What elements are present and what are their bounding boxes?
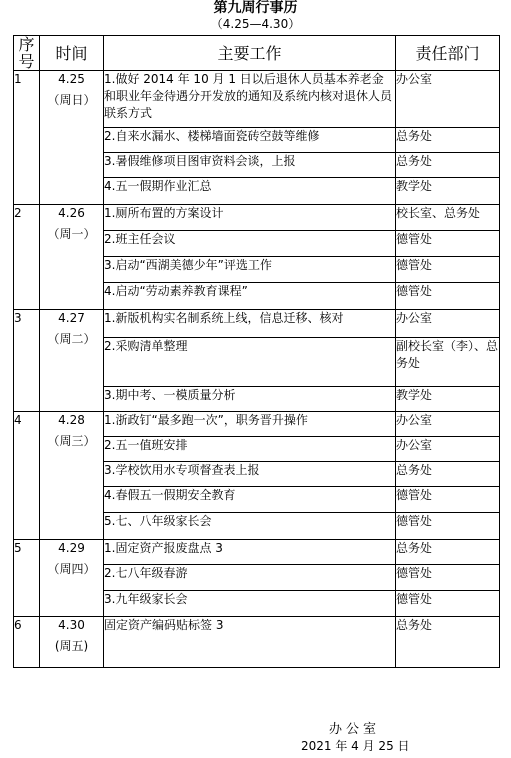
task-cell: 2.采购清单整理 bbox=[104, 338, 396, 387]
schedule-table bbox=[13, 35, 500, 668]
row-number: 3 bbox=[14, 310, 40, 412]
date-value: 4.28 bbox=[58, 413, 85, 427]
dept-cell: 总务处 bbox=[396, 153, 500, 178]
task-cell: 1.厕所布置的方案设计 bbox=[104, 205, 396, 231]
dept-cell: 德管处 bbox=[396, 231, 500, 257]
task-cell: 5.七、八年级家长会 bbox=[104, 513, 396, 540]
dept-cell: 德管处 bbox=[396, 283, 500, 310]
task-cell: 1.新版机构实名制系统上线，信息迁移、核对 bbox=[104, 310, 396, 338]
table-row bbox=[14, 310, 500, 338]
task-cell: 4.五一假期作业汇总 bbox=[104, 178, 396, 205]
task-cell: 3.启动“西湖美德少年”评选工作 bbox=[104, 257, 396, 283]
task-cell: 1.做好 2014 年 10 月 1 日以后退休人员基本养老金和职业年金待遇分开发放的通知及系统内核对退休人员联系方式 bbox=[104, 71, 396, 128]
task-cell: 3.九年级家长会 bbox=[104, 591, 396, 617]
footer-date: 2021 年 4 月 25 日 bbox=[301, 739, 410, 753]
document-title: 第九周行事历 bbox=[213, 0, 298, 16]
dept-cell: 办公室 bbox=[396, 412, 500, 437]
row-number: 2 bbox=[14, 205, 40, 310]
dept-cell: 德管处 bbox=[396, 591, 500, 617]
date-value: 4.25 bbox=[58, 72, 85, 86]
task-cell: 3.期中考、一模质量分析 bbox=[104, 387, 396, 412]
task-cell: 2.班主任会议 bbox=[104, 231, 396, 257]
date-cell bbox=[40, 310, 104, 412]
weekday-value: （周一） bbox=[47, 227, 96, 241]
dept-cell: 德管处 bbox=[396, 487, 500, 513]
dept-cell: 德管处 bbox=[396, 565, 500, 591]
task-cell: 1.固定资产报废盘点 3 bbox=[104, 540, 396, 565]
row-number: 4 bbox=[14, 412, 40, 540]
weekday-value: (周五) bbox=[54, 639, 89, 653]
weekday-value: （周二） bbox=[47, 332, 96, 346]
dept-cell: 教学处 bbox=[396, 387, 500, 412]
date-cell bbox=[40, 617, 104, 668]
dept-cell: 校长室、总务处 bbox=[396, 205, 500, 231]
header-time: 时间 bbox=[40, 36, 104, 71]
dept-cell: 总务处 bbox=[396, 540, 500, 565]
weekday-value: （周日） bbox=[47, 93, 96, 107]
task-cell: 2.自来水漏水、楼梯墙面瓷砖空鼓等维修 bbox=[104, 128, 396, 153]
dept-cell: 办公室 bbox=[396, 310, 500, 338]
task-cell: 4.启动“劳动素养教育课程” bbox=[104, 283, 396, 310]
table-row bbox=[14, 540, 500, 565]
header-work: 主要工作 bbox=[104, 36, 396, 71]
date-value: 4.27 bbox=[58, 311, 85, 325]
date-cell bbox=[40, 71, 104, 205]
document-subtitle: （4.25—4.30） bbox=[210, 17, 301, 31]
schedule-body bbox=[14, 71, 500, 668]
dept-cell: 副校长室（李）、总务处 bbox=[396, 338, 500, 387]
dept-cell: 总务处 bbox=[396, 617, 500, 668]
header-dept: 责任部门 bbox=[396, 36, 500, 71]
header-row bbox=[14, 36, 500, 71]
table-row bbox=[14, 412, 500, 437]
table-row bbox=[14, 617, 500, 668]
date-cell bbox=[40, 412, 104, 540]
row-number: 1 bbox=[14, 71, 40, 205]
task-cell: 3.暑假维修项目图审资料会谈，上报 bbox=[104, 153, 396, 178]
task-cell: 4.春假五一假期安全教育 bbox=[104, 487, 396, 513]
table-row bbox=[14, 71, 500, 128]
task-cell: 2.五一值班安排 bbox=[104, 437, 396, 462]
dept-cell: 教学处 bbox=[396, 178, 500, 205]
weekday-value: （周三） bbox=[47, 434, 96, 448]
task-cell: 3.学校饮用水专项督查表上报 bbox=[104, 462, 396, 487]
table-row bbox=[14, 205, 500, 231]
dept-cell: 办公室 bbox=[396, 71, 500, 128]
date-cell bbox=[40, 540, 104, 617]
task-cell: 1.浙政钉“最多跑一次”，职务晋升操作 bbox=[104, 412, 396, 437]
task-cell: 固定资产编码贴标签 3 bbox=[104, 617, 396, 668]
dept-cell: 办公室 bbox=[396, 437, 500, 462]
footer-org: 办公室 bbox=[329, 722, 381, 737]
date-value: 4.29 bbox=[58, 541, 85, 555]
header-no: 序号 bbox=[14, 36, 40, 71]
date-value: 4.26 bbox=[58, 206, 85, 220]
date-cell bbox=[40, 205, 104, 310]
date-value: 4.30 bbox=[58, 618, 85, 632]
task-cell: 2.七八年级春游 bbox=[104, 565, 396, 591]
weekday-value: （周四） bbox=[47, 562, 96, 576]
row-number: 5 bbox=[14, 540, 40, 617]
dept-cell: 德管处 bbox=[396, 257, 500, 283]
row-number: 6 bbox=[14, 617, 40, 668]
dept-cell: 德管处 bbox=[396, 513, 500, 540]
dept-cell: 总务处 bbox=[396, 128, 500, 153]
dept-cell: 总务处 bbox=[396, 462, 500, 487]
